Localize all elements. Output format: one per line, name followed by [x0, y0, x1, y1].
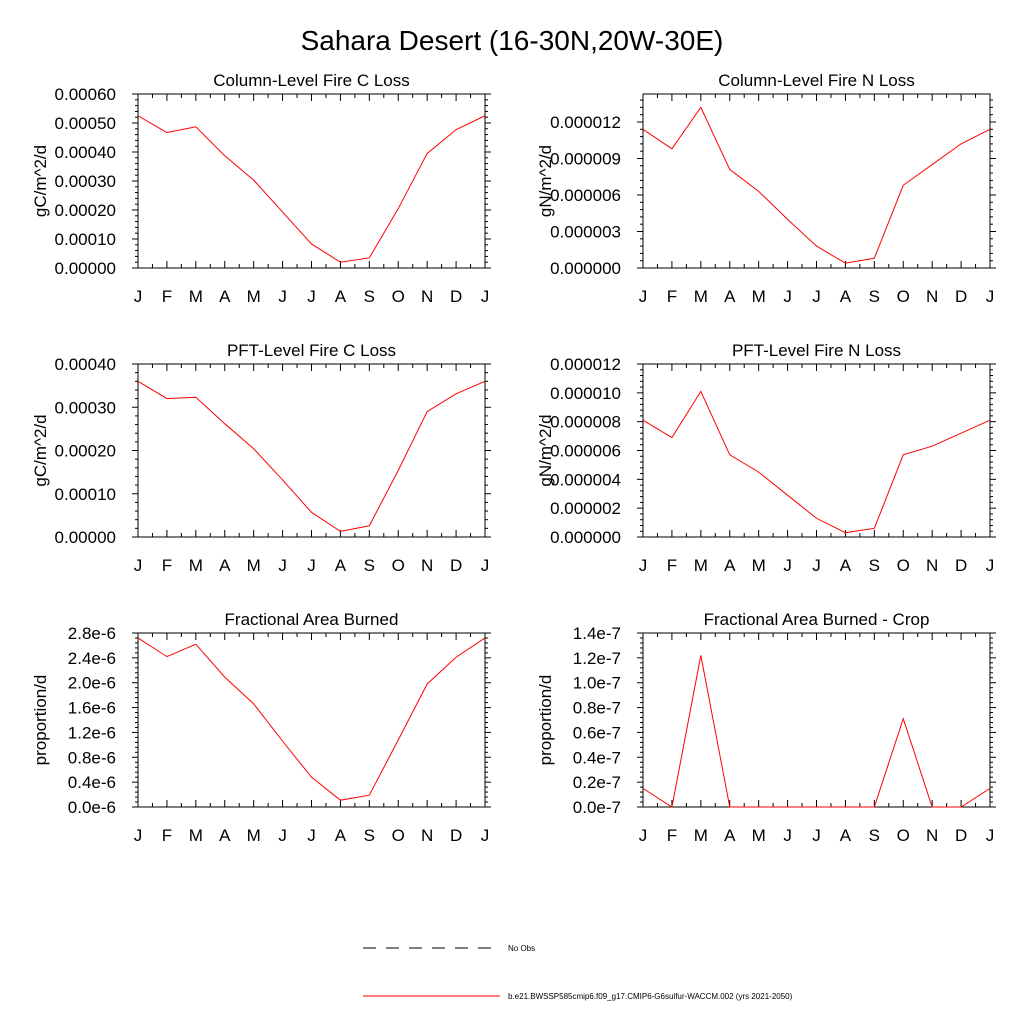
y-tick-label: 0.000006	[550, 441, 621, 461]
x-tick-label: J	[985, 287, 995, 306]
x-tick-label: A	[219, 556, 231, 575]
series-line-1	[138, 638, 485, 800]
x-tick-label: D	[449, 826, 463, 845]
y-tick-label: 0.00050	[54, 114, 116, 133]
x-tick-label: J	[812, 287, 821, 306]
y-tick-label: 2.4e-6	[67, 648, 116, 668]
x-tick-label: D	[954, 287, 968, 306]
y-tick-label: 2.0e-6	[67, 673, 116, 693]
y-tick-label: 1.2e-7	[572, 648, 621, 668]
y-tick-label: 0.00030	[54, 172, 116, 191]
x-tick-label: M	[246, 556, 261, 575]
x-tick-label: N	[926, 556, 939, 575]
x-tick-label: N	[926, 826, 939, 845]
x-tick-label: M	[693, 826, 708, 845]
y-tick-label: 0.00010	[54, 484, 116, 504]
plot-frame	[643, 364, 990, 537]
x-tick-label: M	[751, 826, 766, 845]
y-tick-label: 0.8e-7	[572, 698, 621, 718]
x-tick-label: J	[133, 556, 143, 575]
y-tick-label: 0.4e-7	[572, 748, 621, 768]
y-tick-label: 0.00060	[54, 85, 116, 104]
y-tick-label: 0.8e-6	[67, 748, 116, 768]
chart-panel-5	[31, 610, 491, 845]
y-tick-label: 0.00000	[54, 259, 116, 278]
y-tick-label: 0.000000	[550, 528, 621, 547]
y-tick-label: 0.00040	[54, 143, 116, 162]
x-tick-label: S	[868, 287, 881, 306]
x-tick-label: O	[391, 287, 405, 306]
panel-title: Column-Level Fire C Loss	[213, 71, 410, 90]
y-tick-label: 0.6e-7	[572, 723, 621, 743]
x-tick-label: O	[896, 826, 910, 845]
y-tick-label: 0.00030	[54, 398, 116, 418]
x-tick-label: A	[219, 826, 231, 845]
y-tick-label: 1.4e-7	[572, 624, 621, 643]
x-tick-label: J	[307, 556, 316, 575]
legend-model-label: b.e21.BWSSP585cmip6.f09_g17.CMIP6-G6sulfur-WACCM.002 (yrs 2021-2050)	[508, 992, 793, 1001]
x-tick-label: J	[638, 556, 648, 575]
x-tick-label: M	[751, 556, 766, 575]
y-tick-label: 0.2e-7	[572, 773, 621, 793]
x-tick-label: S	[363, 287, 376, 306]
x-tick-label: A	[839, 556, 852, 575]
x-tick-label: A	[724, 556, 736, 575]
y-tick-label: 0.00020	[54, 441, 116, 461]
series-line-1	[643, 107, 990, 263]
y-tick-label: 0.000012	[550, 355, 621, 374]
series-line-1	[138, 116, 485, 262]
x-tick-label: J	[133, 826, 143, 845]
x-tick-label: S	[868, 826, 881, 845]
plot-frame	[643, 94, 990, 268]
x-tick-label: N	[421, 287, 434, 306]
x-tick-label: M	[693, 556, 708, 575]
x-tick-label: D	[449, 287, 463, 306]
x-tick-label: J	[480, 826, 490, 845]
x-tick-label: A	[219, 287, 231, 306]
x-tick-label: J	[480, 287, 490, 306]
legend	[363, 944, 793, 1001]
x-tick-label: J	[480, 556, 490, 575]
y-axis-label: gN/m^2/d	[536, 414, 555, 487]
x-tick-label: O	[391, 556, 405, 575]
y-tick-label: 0.000003	[550, 222, 621, 242]
series-line-1	[643, 655, 990, 807]
x-tick-label: M	[751, 287, 766, 306]
panel-title: PFT-Level Fire N Loss	[731, 341, 902, 360]
x-tick-label: A	[724, 287, 736, 306]
x-tick-label: S	[868, 556, 881, 575]
x-tick-label: F	[161, 287, 173, 306]
y-axis-label: proportion/d	[31, 674, 50, 766]
y-tick-label: 2.8e-6	[67, 624, 116, 643]
y-tick-label: 0.0e-6	[67, 798, 116, 817]
x-tick-label: D	[954, 826, 968, 845]
x-tick-label: N	[421, 826, 434, 845]
panel-title: Fractional Area Burned - Crop	[703, 610, 930, 629]
y-axis-label: gC/m^2/d	[31, 144, 50, 218]
x-tick-label: M	[188, 287, 203, 306]
y-tick-label: 0.00000	[54, 528, 116, 547]
x-tick-label: M	[188, 556, 203, 575]
panel-title: Column-Level Fire N Loss	[718, 71, 915, 90]
y-tick-label: 1.6e-6	[67, 698, 116, 718]
x-tick-label: J	[278, 287, 287, 306]
y-tick-label: 0.00020	[54, 201, 116, 220]
y-tick-label: 0.00040	[54, 355, 116, 374]
figure-title: Sahara Desert (16-30N,20W-30E)	[300, 25, 724, 56]
y-tick-label: 0.4e-6	[67, 773, 116, 793]
x-tick-label: A	[839, 826, 852, 845]
x-tick-label: F	[161, 826, 173, 845]
y-tick-label: 0.000008	[550, 412, 621, 432]
x-tick-label: A	[839, 287, 852, 306]
x-tick-label: J	[985, 556, 995, 575]
x-tick-label: D	[954, 556, 968, 575]
x-tick-label: A	[334, 287, 347, 306]
panels-group	[31, 71, 996, 845]
x-tick-label: J	[638, 287, 648, 306]
chart-panel-1	[31, 71, 491, 306]
panel-title: Fractional Area Burned	[224, 610, 399, 629]
y-axis-label: gN/m^2/d	[536, 144, 555, 218]
x-tick-label: J	[812, 556, 821, 575]
x-tick-label: J	[783, 556, 792, 575]
legend-obs-label: No Obs	[508, 944, 536, 953]
y-tick-label: 0.000010	[550, 383, 621, 403]
x-tick-label: J	[278, 826, 287, 845]
chart-panel-3	[31, 341, 491, 575]
series-line-1	[643, 391, 990, 532]
x-tick-label: N	[421, 556, 434, 575]
series-line-1	[138, 381, 485, 531]
x-tick-label: O	[896, 287, 910, 306]
x-tick-label: S	[363, 826, 376, 845]
y-tick-label: 0.000004	[550, 470, 621, 490]
plot-frame	[643, 633, 990, 807]
panel-title: PFT-Level Fire C Loss	[226, 341, 397, 360]
x-tick-label: M	[246, 287, 261, 306]
x-tick-label: F	[666, 556, 678, 575]
y-axis-label: proportion/d	[536, 674, 555, 766]
x-tick-label: J	[812, 826, 821, 845]
x-tick-label: J	[278, 556, 287, 575]
x-tick-label: A	[724, 826, 736, 845]
y-tick-label: 0.000006	[550, 185, 621, 205]
x-tick-label: N	[926, 287, 939, 306]
y-axis-label: gC/m^2/d	[31, 414, 50, 487]
x-tick-label: J	[307, 287, 316, 306]
x-tick-label: O	[391, 826, 405, 845]
x-tick-label: D	[449, 556, 463, 575]
y-tick-label: 0.000000	[550, 259, 621, 278]
plot-frame	[138, 364, 485, 537]
x-tick-label: M	[246, 826, 261, 845]
x-tick-label: J	[307, 826, 316, 845]
x-tick-label: J	[133, 287, 143, 306]
y-tick-label: 0.0e-7	[572, 798, 621, 817]
x-tick-label: M	[188, 826, 203, 845]
y-tick-label: 0.000002	[550, 499, 621, 519]
x-tick-label: O	[896, 556, 910, 575]
x-tick-label: A	[334, 556, 347, 575]
x-tick-label: F	[666, 287, 678, 306]
y-tick-label: 1.2e-6	[67, 723, 116, 743]
x-tick-label: M	[693, 287, 708, 306]
chart-panel-4	[536, 341, 996, 575]
plot-frame	[138, 94, 485, 268]
y-tick-label: 0.000009	[550, 149, 621, 169]
y-tick-label: 0.00010	[54, 230, 116, 249]
x-tick-label: J	[783, 287, 792, 306]
plot-frame	[138, 633, 485, 807]
x-tick-label: F	[666, 826, 678, 845]
x-tick-label: A	[334, 826, 347, 845]
x-tick-label: S	[363, 556, 376, 575]
chart-panel-6	[536, 610, 996, 845]
x-tick-label: J	[985, 826, 995, 845]
x-tick-label: J	[638, 826, 648, 845]
x-tick-label: J	[783, 826, 792, 845]
y-tick-label: 1.0e-7	[572, 673, 621, 693]
x-tick-label: F	[161, 556, 173, 575]
y-tick-label: 0.000012	[550, 112, 621, 132]
chart-panel-2	[536, 71, 996, 306]
